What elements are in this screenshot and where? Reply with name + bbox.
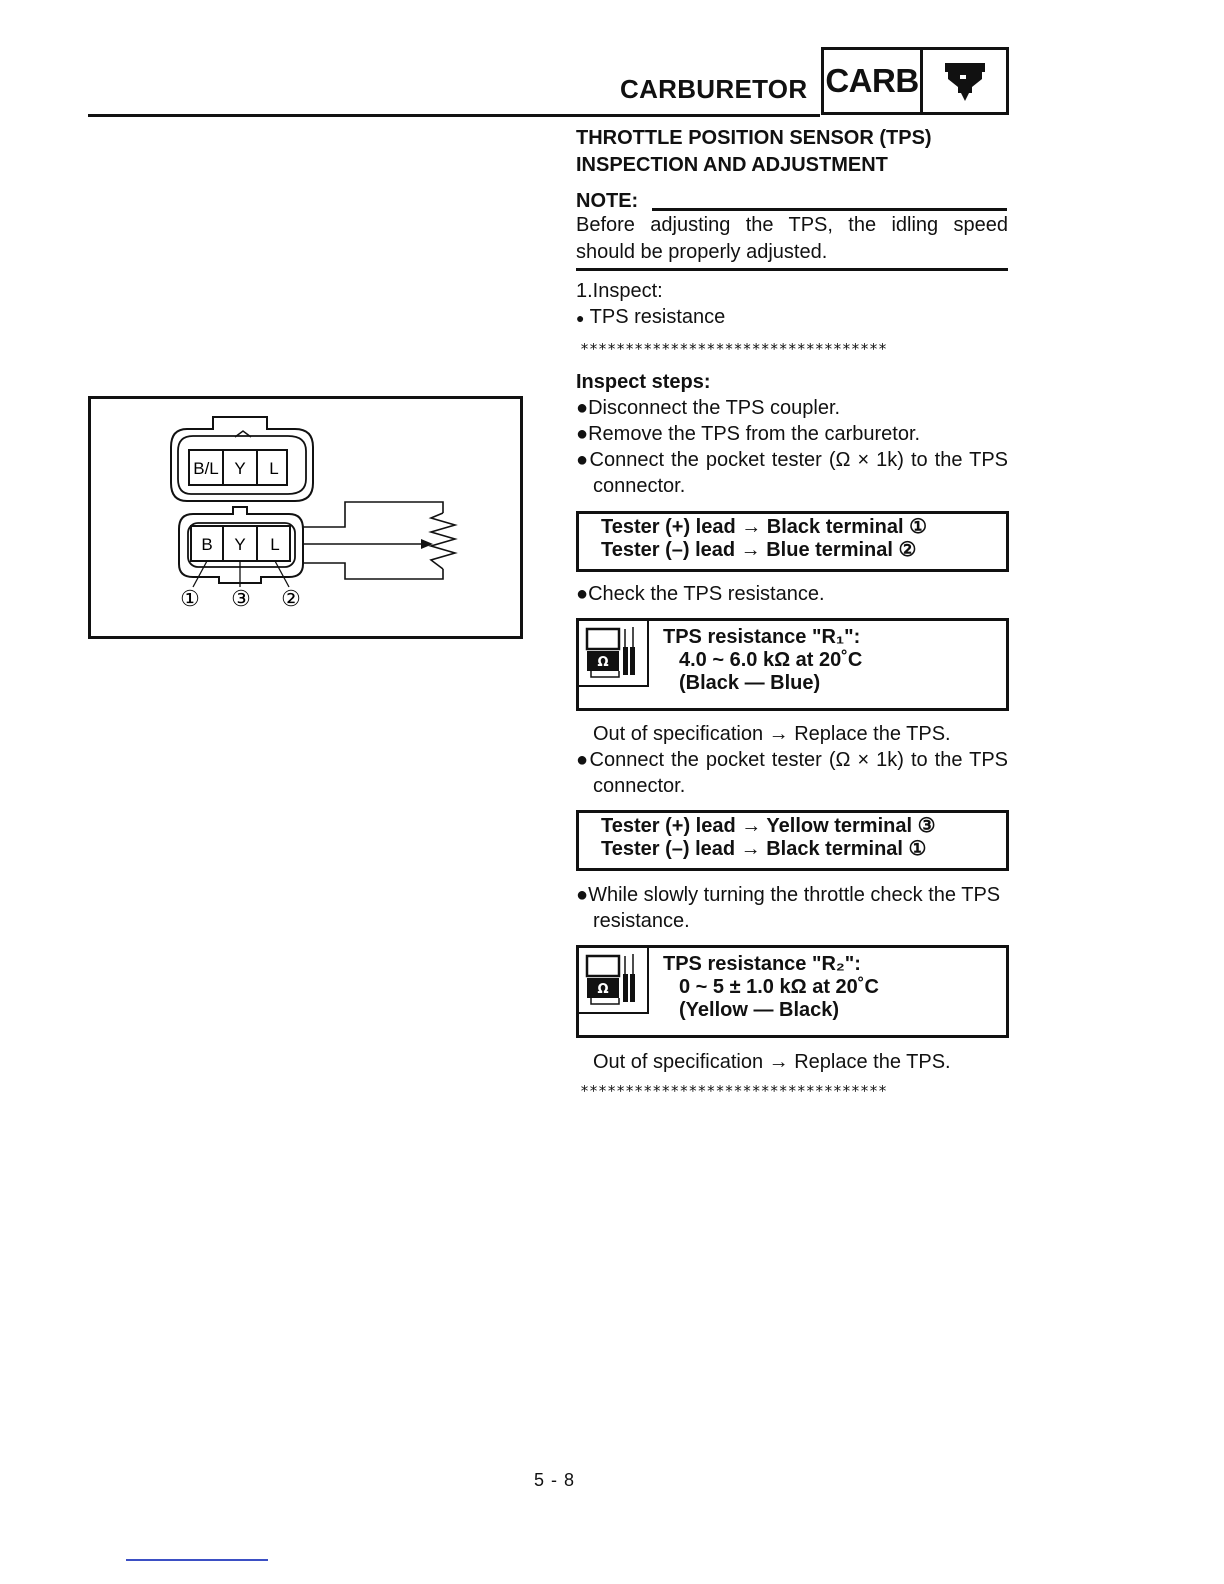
tester-box-1	[576, 511, 1009, 572]
spec-box-1-text	[649, 621, 862, 708]
out-of-spec-2: Out of specification → Replace the TPS.	[593, 1051, 951, 1073]
spec-box-2	[576, 945, 1009, 1038]
inspect-step: ●Disconnect the TPS coupler.	[576, 397, 841, 419]
spec-1-value: 4.0 ~ 6.0 kΩ at 20˚C	[679, 649, 863, 671]
carburetor-funnel-icon	[923, 50, 1006, 112]
spec-2-value: 0 ~ 5 ± 1.0 kΩ at 20˚C	[679, 976, 879, 998]
tester-box-1-line2: Tester (–) lead → Blue terminal ②	[601, 539, 917, 561]
spec-1-title: TPS resistance "R₁":	[663, 626, 861, 648]
footer-rule	[126, 1559, 268, 1561]
inspect-step: ●Connect the pocket tester (Ω × 1k) to the TPS connector.	[576, 449, 1008, 497]
connect-step-2: ●Connect the pocket tester (Ω × 1k) to the TPS connector.	[576, 749, 1008, 797]
callout-2: ②	[281, 586, 301, 611]
upper-terminal-label: Y	[234, 459, 246, 478]
inspect-heading: Inspect steps:	[576, 371, 711, 393]
stars-separator-top: **********************************	[580, 340, 888, 358]
page-number: 5 - 8	[534, 1470, 576, 1490]
lower-terminal-label: Y	[234, 535, 246, 554]
callout-1: ①	[180, 586, 200, 611]
callout-3: ③	[231, 586, 251, 611]
ohmmeter-icon	[579, 948, 649, 1014]
svg-text:Ω: Ω	[597, 982, 609, 997]
note-label: NOTE:	[576, 190, 639, 212]
result-block-1	[576, 721, 1008, 799]
page-header-title: CARBURETOR	[620, 74, 808, 104]
tps-connector-diagram	[88, 396, 523, 639]
step-1	[576, 278, 1008, 331]
tester-box-2	[576, 810, 1009, 871]
spec-box-1	[576, 618, 1009, 711]
ohmmeter-icon	[579, 621, 649, 687]
upper-terminal-label: L	[269, 459, 279, 478]
bullet-dot: ●	[576, 310, 585, 326]
note-rule-bottom	[576, 268, 1008, 271]
upper-terminal-label: B/L	[193, 459, 219, 478]
spec-2-title: TPS resistance "R₂":	[663, 953, 861, 975]
lower-terminal-label: L	[270, 535, 280, 554]
spec-box-2-text	[649, 948, 879, 1035]
out-of-spec-1: Out of specification → Replace the TPS.	[593, 723, 951, 745]
check-step-1: ●Check the TPS resistance.	[576, 583, 825, 605]
note-rule-top	[652, 208, 1007, 211]
note-text: Before adjusting the TPS, the idling speed should be properly adjusted.	[576, 214, 1008, 263]
step-1-item: ● TPS resistance	[576, 306, 726, 328]
section-title-line1: THROTTLE POSITION SENSOR (TPS)	[576, 127, 932, 149]
step-1-label: 1.Inspect:	[576, 280, 663, 302]
svg-text:Ω: Ω	[597, 655, 609, 670]
section-title-line2: INSPECTION AND ADJUSTMENT	[576, 154, 888, 176]
check-step-2: ●While slowly turning the throttle check the TPS resistance.	[576, 884, 1001, 932]
section-title	[576, 125, 1008, 179]
section-badge	[821, 47, 1009, 115]
spec-2-wires: (Yellow — Black)	[679, 999, 840, 1021]
header-rule	[88, 114, 820, 117]
inspect-step: ●Remove the TPS from the carburetor.	[576, 423, 921, 445]
tester-box-2-line1: Tester (+) lead → Yellow terminal ③	[601, 815, 936, 837]
inspect-steps	[576, 369, 1008, 499]
stars-separator-bottom: **********************************	[580, 1082, 888, 1100]
spec-1-wires: (Black — Blue)	[679, 672, 821, 694]
lower-terminal-label: B	[201, 535, 213, 554]
badge-label: CARB	[824, 50, 923, 112]
tester-box-2-line2: Tester (–) lead → Black terminal ①	[601, 838, 927, 860]
tester-box-1-line1: Tester (+) lead → Black terminal ①	[601, 516, 928, 538]
